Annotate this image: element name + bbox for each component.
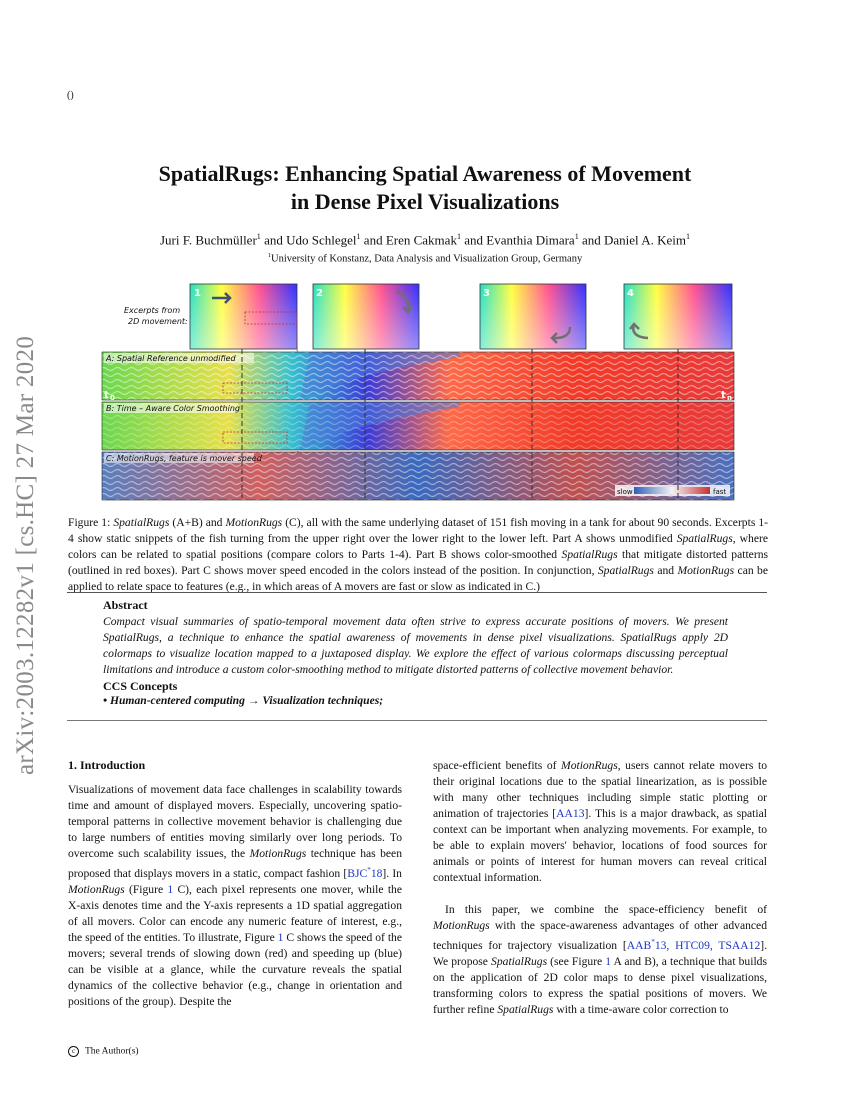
page-footer xyxy=(68,1046,139,1057)
rug-c xyxy=(102,452,734,500)
author-separator: and xyxy=(260,232,287,248)
t-end-label: t xyxy=(721,390,726,401)
t-end-sub: n xyxy=(727,394,732,402)
term: MotionRugs xyxy=(433,919,490,932)
excerpt-number: 1 xyxy=(194,288,201,299)
arxiv-identifier: arXiv:2003.12282v1 [cs.HC] 27 Mar 2020 xyxy=(12,335,39,775)
copyright-icon: c xyxy=(68,1046,79,1057)
caption-text: (A+B) and xyxy=(169,516,226,529)
title-line-2: in Dense Pixel Visualizations xyxy=(290,189,560,214)
caption-term: SpatialRugs xyxy=(676,532,733,545)
caption-prefix: Figure 1: xyxy=(68,516,114,529)
excerpt-panel-3 xyxy=(480,284,586,349)
rug-a xyxy=(102,352,734,402)
figure-caption xyxy=(68,515,768,595)
right-column xyxy=(433,758,767,1018)
caption-text: and xyxy=(653,564,678,577)
excerpts-label-1: Excerpts from xyxy=(124,306,181,315)
legend-fast: fast xyxy=(713,488,727,496)
author-separator: and xyxy=(578,232,605,248)
caption-text: can be applied to relate space to features (e.g., in which areas of A movers are fast or slow as indicated in C.) xyxy=(68,564,768,593)
speed-legend-bar xyxy=(634,487,710,494)
citation-link[interactable]: HTC09 xyxy=(675,938,710,952)
abstract-text: Compact visual summaries of spatio-temporal movement data often strive to express accurate positions of movers. We present SpatialRugs, a technique to enhance the spatial awareness of movements in dense pixel visualizations. SpatialRugs apply 2D colormaps to visualize location mapped to a juxtaposed display. We explore the effect of various colormaps discussing perceptual limitations and introduce a custom color-smoothing method to mitigate distorted patterns of collective movement behavior. xyxy=(103,615,728,676)
author-separator: and xyxy=(460,232,487,248)
ccs-arrow-icon: → xyxy=(247,694,260,707)
ccs-heading: CCS Concepts xyxy=(103,679,178,693)
caption-term: MotionRugs xyxy=(225,516,283,529)
caption-text: , where colors can be related to spatial positions (compare colors to Parts 1-4). Part B shows color-smoothed xyxy=(68,532,768,561)
caption-term: SpatialRugs xyxy=(561,548,618,561)
rug-c-label: C: MotionRugs, feature is mover speed xyxy=(106,454,262,463)
term: MotionRugs xyxy=(68,882,125,896)
term: MotionRugs xyxy=(561,759,618,772)
rug-b-label: B: Time – Aware Color Smoothing xyxy=(106,404,240,413)
citation-separator: , xyxy=(666,938,676,952)
legend-slow: slow xyxy=(617,488,633,496)
text-run: (see Figure xyxy=(547,954,606,968)
text-run: C), each pixel represents one mover, while the X-axis denotes time and the Y-axis represents a 1D spatial aggregation of all movers. Color can encode any numeric feature of interest, e.g., the speed of the entities. To illustrate, Figure xyxy=(68,882,402,944)
citation-link[interactable] xyxy=(347,867,382,880)
section-heading-introduction: 1. Introduction xyxy=(68,758,146,772)
header-mark: () xyxy=(67,90,74,101)
citation-link[interactable]: TSAA12 xyxy=(718,938,761,952)
figure-ref-link[interactable]: 1 xyxy=(277,930,284,944)
intro-paragraph-3 xyxy=(433,902,767,1018)
excerpt-number: 2 xyxy=(316,288,323,299)
excerpt-panel-1 xyxy=(190,284,297,349)
intro-paragraph-2 xyxy=(433,758,767,886)
caption-text: (C), all with the same underlying dataset of 151 fish moving in a tank for about 90 seconds. Excerpts 1-4 show static snippets of the fish turning from the upper right over the lower right to the lower left. Part A shows unmodified xyxy=(68,516,768,545)
citation-key[interactable]: AAB xyxy=(626,938,652,952)
text-run: space-efficient benefits of xyxy=(433,759,562,772)
author-list xyxy=(80,232,770,248)
paper-title xyxy=(80,160,770,216)
caption-rule xyxy=(67,592,767,593)
author-name: Eren Cakmak xyxy=(385,232,457,248)
abstract-heading: Abstract xyxy=(103,598,148,612)
figure-1 xyxy=(100,282,736,502)
text-run: , users cannot relate movers to their original locations due to the spatial linearization, as is possible with many other techniques including simple static plotting or animation of trajectories [ xyxy=(433,759,767,820)
excerpt-number: 3 xyxy=(483,288,490,299)
text-run: with a time-aware color correction to xyxy=(553,1002,729,1016)
text-run: with the space-awareness advantages of other advanced techniques for trajectory visualization [ xyxy=(433,919,767,952)
citation-year[interactable]: 18 xyxy=(370,866,383,880)
ccs-bullet: • xyxy=(103,694,108,707)
text-run: ]. This is a major drawback, as spatial context can be important when analyzing movements. For example, to be able to explain movers' behavior, locations of food sources for animals or points of interest for human movers can reveal critical contextual information. xyxy=(433,807,767,884)
excerpt-panel-2 xyxy=(313,284,419,349)
term: SpatialRugs xyxy=(497,1002,554,1016)
t-start-label: t xyxy=(104,390,109,401)
caption-term: SpatialRugs xyxy=(597,564,654,577)
excerpt-number: 4 xyxy=(627,288,634,299)
author-separator: and xyxy=(360,232,386,248)
text-run: ]. In xyxy=(382,866,402,880)
citation-sup[interactable]: * xyxy=(651,938,655,946)
footer-text: The Author(s) xyxy=(85,1046,139,1057)
affiliation-text: University of Konstanz, Data Analysis and Visualization Group, Germany xyxy=(271,253,583,265)
title-line-1: SpatialRugs: Enhancing Spatial Awareness of Movement xyxy=(158,161,692,186)
text-run: (Figure xyxy=(124,882,168,896)
text-run: In this paper, we combine the space-efficiency benefit of xyxy=(445,903,767,916)
text-run: ]. We propose xyxy=(433,938,768,968)
ccs-concepts xyxy=(103,694,383,707)
term: MotionRugs xyxy=(249,847,307,860)
text-run: technique has been proposed that displays movers in a static, compact fashion [ xyxy=(68,847,402,880)
author-affiliation-mark: 1 xyxy=(356,232,361,241)
author-affiliation-mark: 1 xyxy=(456,232,461,241)
caption-term: MotionRugs xyxy=(677,564,735,577)
caption-text: that mitigate distorted patterns (outlined in red boxes). Part C shows mover speed encoded in the colors instead of the position. In conjunction, xyxy=(68,548,768,577)
citation-year[interactable]: 13 xyxy=(654,938,667,952)
term: SpatialRugs xyxy=(491,954,548,968)
figure-ref-link[interactable]: 1 xyxy=(167,882,174,896)
author-affiliation-mark: 1 xyxy=(574,232,579,241)
citation-link[interactable]: AA13 xyxy=(556,807,585,820)
affiliation-mark: 1 xyxy=(267,252,272,259)
ccs-concept-primary: Human-centered computing xyxy=(109,694,245,707)
citation-separator: , xyxy=(709,938,719,952)
text-run: C shows the speed of the movers; several trends of slowing down (red) and speeding up (blue) can be visible at a glance, while the curvature reveals the spatial dynamics of the collective behavior (e.g., change in orientation and positions of the group). Despite the xyxy=(68,930,402,1008)
t-start-sub: 0 xyxy=(110,394,115,402)
intro-paragraph-1 xyxy=(68,782,402,1010)
citation-key[interactable]: BJC xyxy=(347,866,368,880)
abstract-rule xyxy=(67,720,767,721)
citation-link[interactable] xyxy=(627,939,667,952)
author-name: Evanthia Dimara xyxy=(486,232,575,248)
rug-b xyxy=(102,402,734,450)
text-run: Visualizations of movement data face challenges in scalability towards time and amount of displayed movers. Especially, uncovering spatio-temporal patterns in collective movement behavior is challenging due to large numbers of entities moving similarly over long periods. To overcome such scalability issues, the xyxy=(68,783,402,860)
affiliation xyxy=(80,252,770,265)
ccs-concept-secondary: Visualization techniques; xyxy=(262,694,384,707)
author-name: Daniel A. Keim xyxy=(604,232,686,248)
citation-sup[interactable]: * xyxy=(367,866,371,874)
author-affiliation-mark: 1 xyxy=(685,232,691,241)
author-name: Udo Schlegel xyxy=(286,232,357,248)
rug-a-label: A: Spatial Reference unmodified xyxy=(106,354,236,363)
text-run: A and B), a technique that builds on the application of 2D color maps to dense pixel visualizations, transforming colors to express the spatial positions of movers. We further refine xyxy=(433,954,767,1016)
author-affiliation-mark: 1 xyxy=(256,232,261,241)
caption-term: SpatialRugs xyxy=(113,516,170,529)
excerpt-panel-4 xyxy=(624,284,732,349)
excerpts-label-2: 2D movement: xyxy=(128,317,188,326)
left-column xyxy=(68,782,402,1010)
figure-ref-link[interactable]: 1 xyxy=(605,954,612,968)
author-name: Juri F. Buchmüller xyxy=(159,232,257,248)
